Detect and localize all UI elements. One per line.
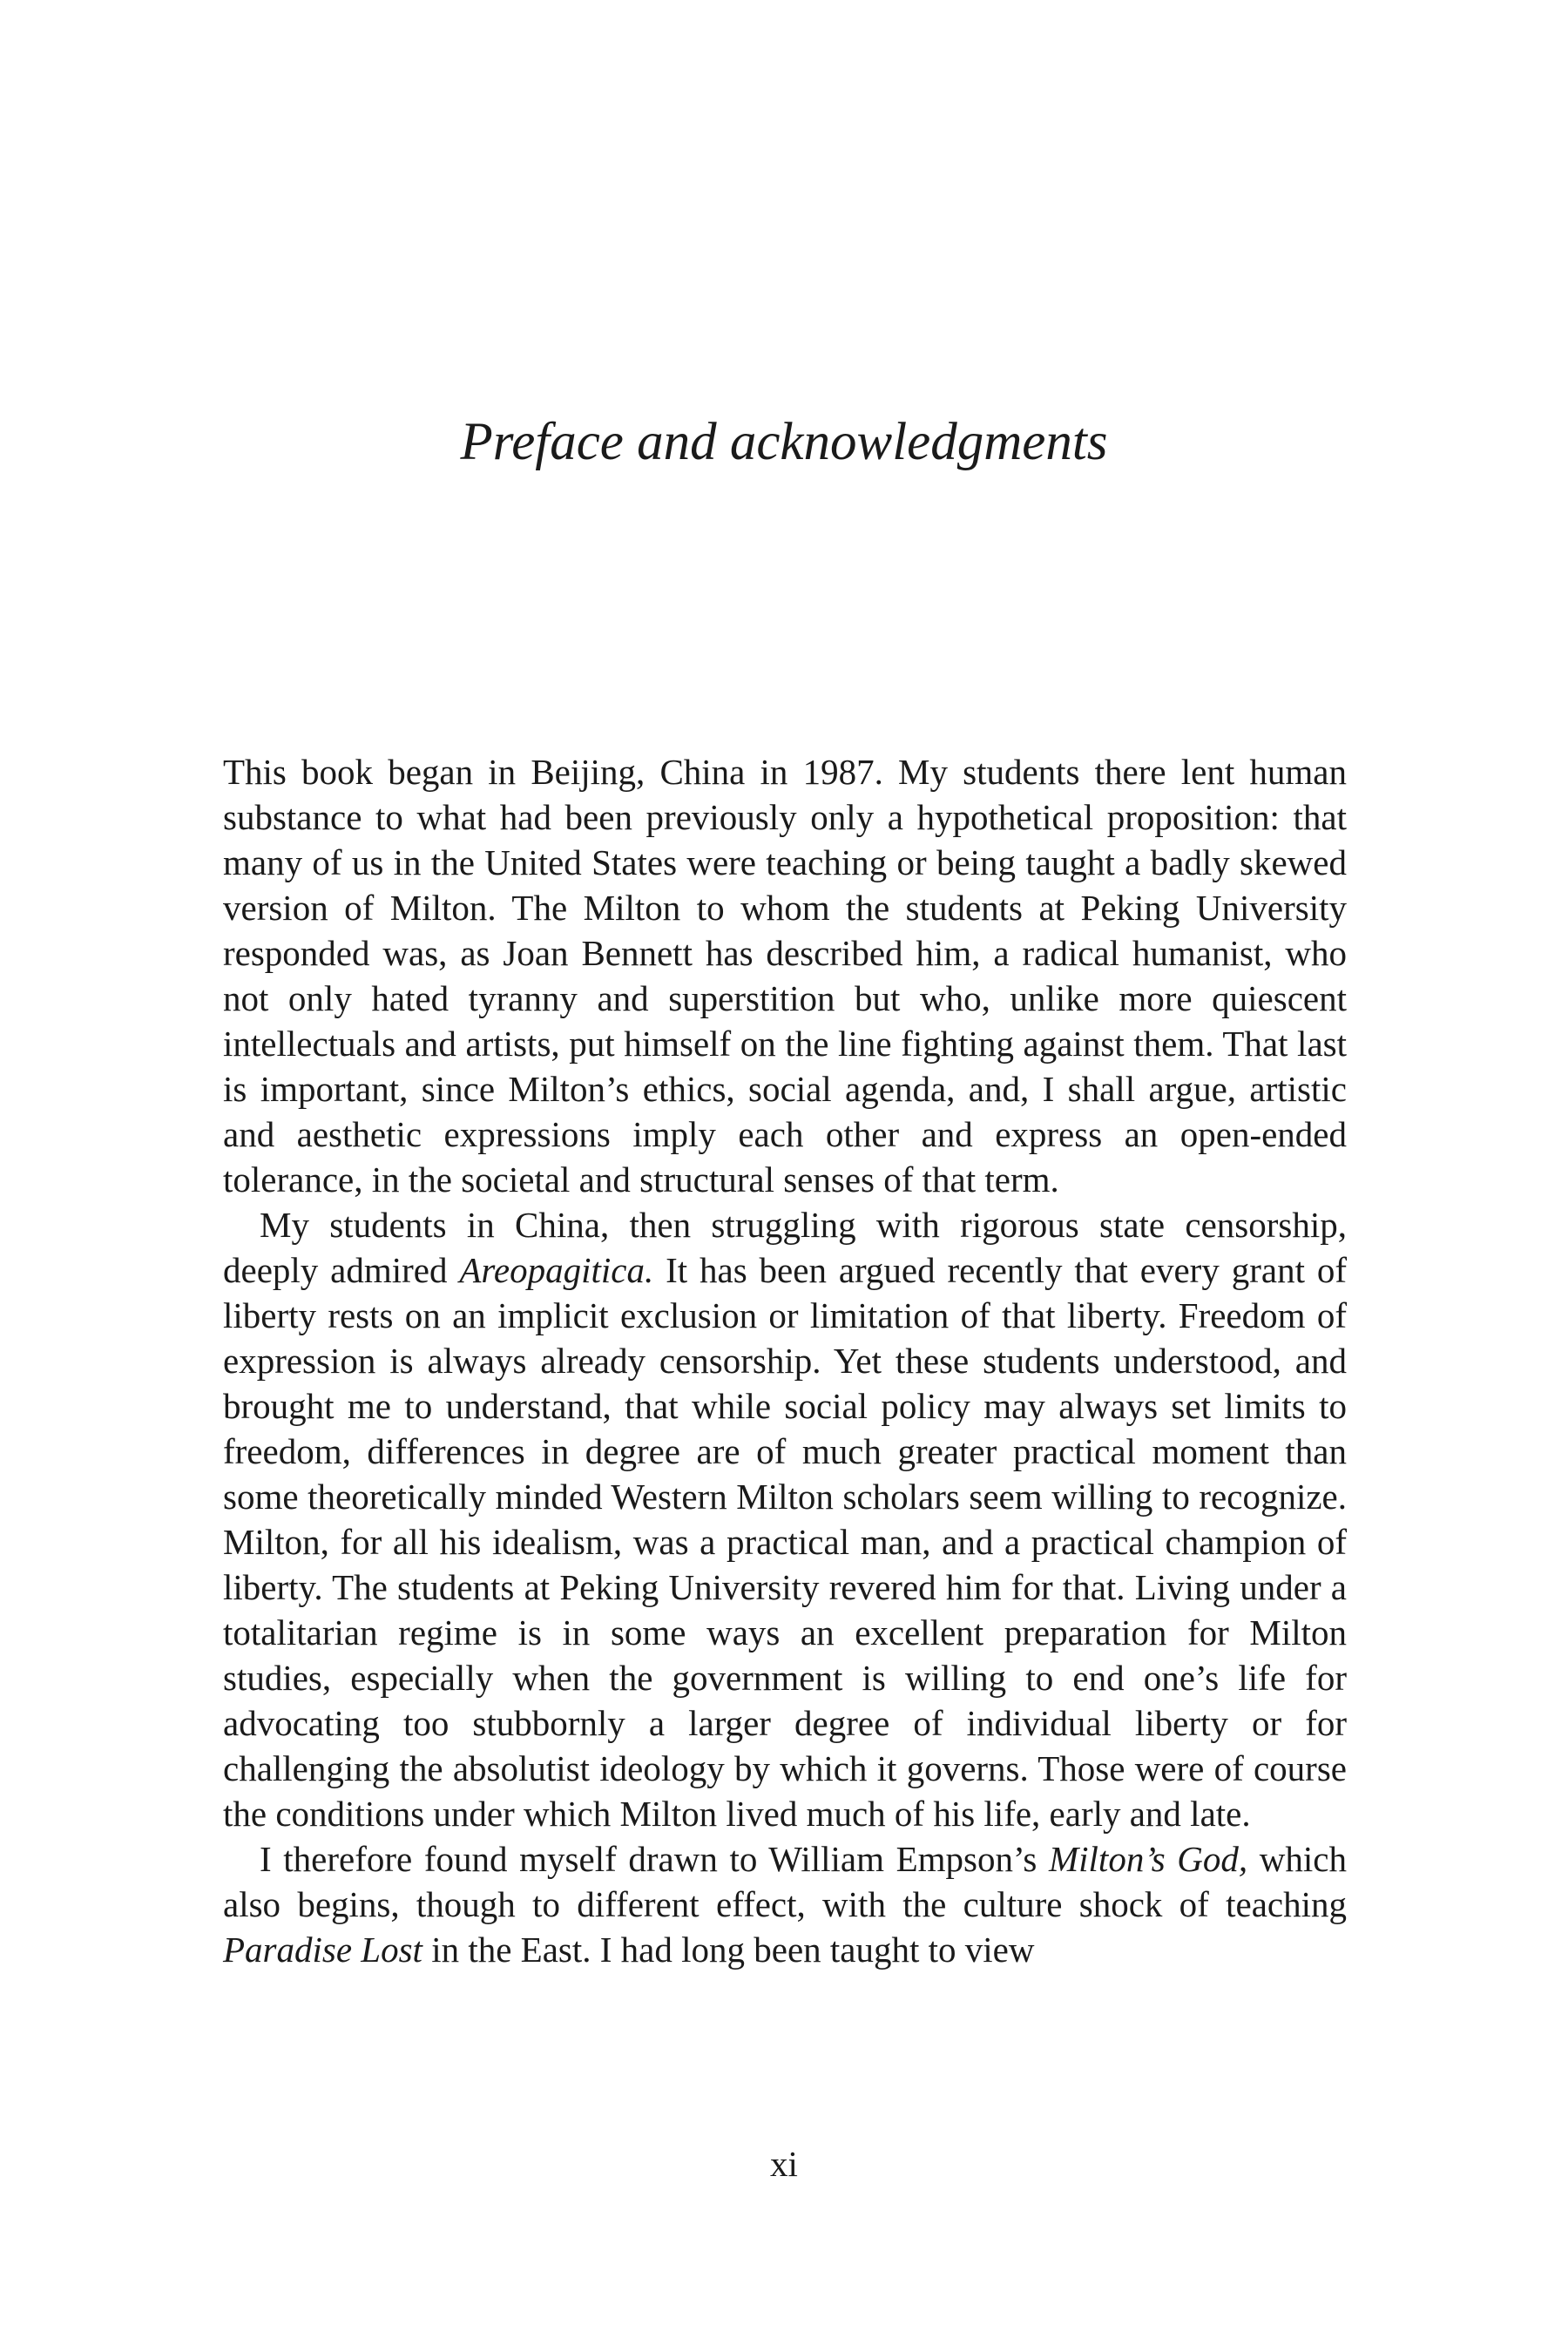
chapter-title: Preface and acknowledgments [460,413,1108,471]
italic-title-text: Paradise Lost [223,1930,422,1970]
paragraph-text: which also begins, though to different effect, with the culture shock of teaching [223,1839,1347,1924]
paragraph-text: My students in China, then struggling with rigorous state censorship, deeply admired [223,1205,1347,1290]
paragraph [223,1202,1347,1836]
body-text [223,749,1347,1972]
paragraph [223,749,1347,1202]
paragraph-text: I therefore found myself drawn to William Empson’s [260,1839,1049,1879]
paragraph-text: in the East. I had long been taught to view [422,1930,1035,1970]
paragraph-text: This book began in Beijing, China in 1987. My students there lent human substance to what had been previously only a hypothetical proposition: that many of us in the United States were teaching or being taught a badly skewed version of Milton. The Milton to whom the students at Peking University responded was, as Joan Bennett has described him, a radical humanist, who not only hated tyranny and superstition but who, unlike more quiescent intellectuals and artists, put himself on the line fighting against them. That last is important, since Milton’s ethics, social agenda, and, I shall argue, artistic and aesthetic expressions imply each other and express an open-ended tolerance, in the societal and structural senses of that term. [223,752,1347,1200]
italic-title-text: Areopagitica. [459,1250,654,1290]
page-number: xi [770,2144,798,2184]
italic-title-text: Milton’s God, [1049,1839,1248,1879]
paragraph [223,1836,1347,1972]
paragraph-text: It has been argued recently that every grant of liberty rests on an implicit exclusion or limitation of that liberty. Freedom of expression is always already censorship. Yet these students understood, and brought me to understand, that while social policy may always set limits to freedom, differences in degree are of much greater practical moment than some theoretically minded Western Milton scholars seem willing to recognize. Milton, for all his idealism, was a practical man, and a practical champion of liberty. The students at Peking University revered him for that. Living under a totalitarian regime is in some ways an excellent preparation for Milton studies, especially when the government is willing to end one’s life for advocating too stubbornly a larger degree of individual liberty or for challenging the absolutist ideology by which it governs. Those were of course the conditions under which Milton lived much of his life, early and late. [223,1250,1347,1834]
